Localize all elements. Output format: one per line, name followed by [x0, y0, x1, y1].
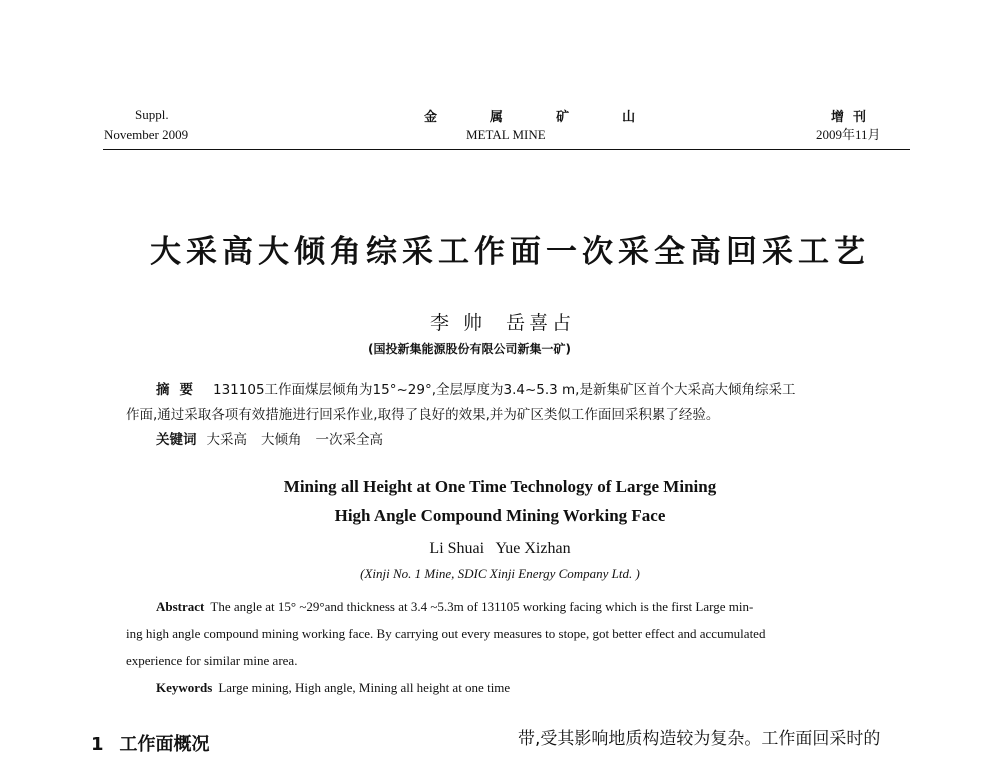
affiliation-en: (Xinji No. 1 Mine, SDIC Xinji Energy Company Ltd. ) [360, 566, 640, 581]
header-date-en: November 2009 [104, 127, 189, 142]
abstract-en-line2: ing high angle compound mining working face. By carrying out every measures to stope, got better effect and accumulated [126, 626, 766, 641]
abstract-cn-line2: 作面,通过采取各项有效措施进行回采作业,取得了良好的效果,并为矿区类似工作面回采积累了经验。 [126, 407, 720, 423]
keywords-en-label: Keywords [156, 680, 213, 695]
header-rule [103, 149, 910, 150]
keywords-en [156, 674, 510, 701]
paper-title-cn: 大采高大倾角综采工作面一次采全高回采工艺 [150, 234, 870, 270]
keyword-cn-3: 一次采全高 [315, 432, 383, 448]
header-journal-cn: 金 属 矿 山 [424, 110, 636, 125]
affiliation-cn: (国投新集能源股份有限公司新集一矿) [368, 342, 571, 356]
keyword-cn-2: 大倾角 [261, 432, 302, 448]
abstract-en-line3: experience for similar mine area. [126, 653, 298, 668]
keywords-en-text: Large mining, High angle, Mining all height at one time [218, 680, 511, 695]
authors-cn: 李 帅 岳喜占 [430, 312, 576, 334]
right-column-line1: 带,受其影响地质构造较为复杂。工作面回采时的 [518, 729, 881, 749]
header-supplement-en: Suppl. [135, 107, 169, 122]
paper-title-en-line2: High Angle Compound Mining Working Face [334, 506, 666, 525]
paper-title-en-line1: Mining all Height at One Time Technology of Large Mining [283, 477, 717, 496]
section-1-number: 1 [91, 734, 104, 755]
section-1-title: 工作面概况 [119, 734, 210, 755]
header-date-cn: 2009年11月 [816, 127, 881, 142]
abstract-cn-line1 [156, 379, 795, 401]
authors-en: Li Shuai Yue Xizhan [429, 540, 571, 557]
abstract-en-text-1: The angle at 15° ~29°and thickness at 3.4 ~5.3m of 131105 working facing which is the first Large min- [210, 599, 754, 614]
keyword-cn-1: 大采高 [206, 432, 247, 448]
abstract-cn-label: 摘要 [156, 382, 203, 398]
header-journal-en: METAL MINE [466, 127, 546, 142]
abstract-en-line1 [156, 593, 753, 620]
keywords-cn-label: 关键词 [156, 432, 197, 448]
section-1-heading [91, 730, 210, 756]
header-supplement-cn: 增 刊 [831, 110, 867, 125]
abstract-en-label: Abstract [156, 599, 205, 614]
keywords-cn [156, 429, 397, 451]
abstract-cn-text-1: 131105工作面煤层倾角为15°~29°,全层厚度为3.4~5.3 m,是新集矿区首个大采高大倾角综采工 [213, 382, 796, 398]
